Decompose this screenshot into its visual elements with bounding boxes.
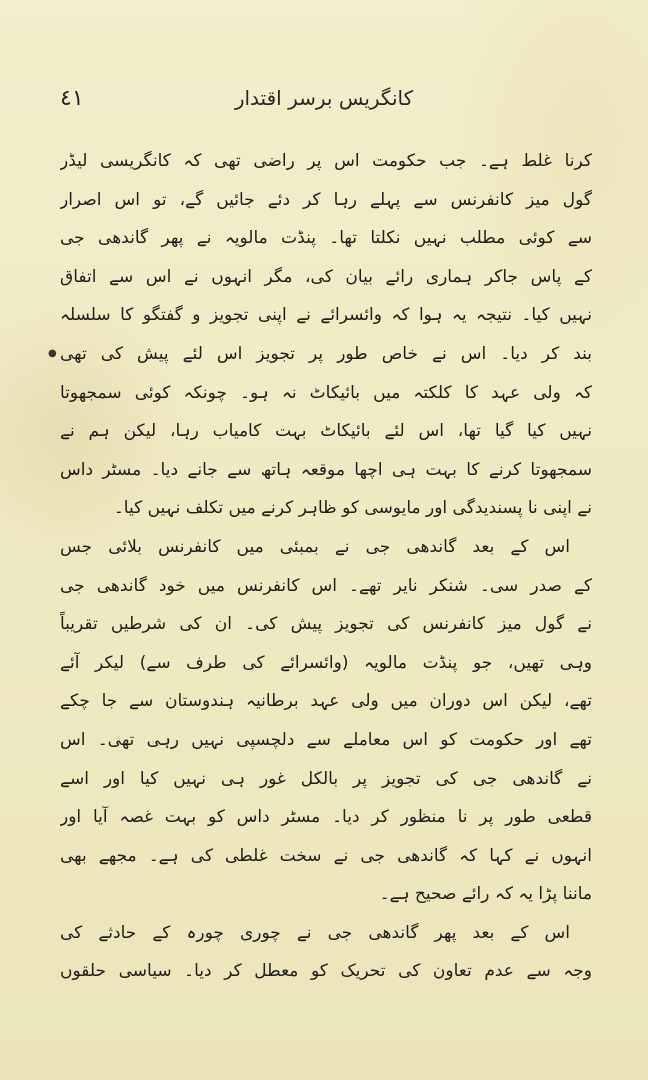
text-line: کہ ولی عہد کا کلکتہ میں بائیکاٹ نہ ہو۔ چونکہ کوئی سمجھوتا (60, 382, 592, 403)
text-line: انہوں نے کہا کہ گاندھی جی نے سخت غلطی کی ہے۔ مجھے بھی (60, 845, 592, 866)
text-line: کے صدر سی۔ شنکر نایر تھے۔ اس کانفرنس میں خود گاندھی جی (60, 575, 592, 596)
body-text (60, 142, 592, 991)
text-line: نے گاندھی جی کی تجویز پر بالکل غور ہی نہیں کیا اور اسے (60, 768, 592, 789)
text-line: وہی تھیں، جو پنڈت مالویہ (وائسرائے کی طرف سے) لیکر آئے (60, 652, 592, 673)
text-line: بند کر دیا۔ اس نے خاص طور پر تجویز اس لئے پیش کی تھی (60, 343, 592, 364)
text-line: کرنا غلط ہے۔ جب حکومت اس پر راضی تھی کہ کانگریسی لیڈر (60, 151, 592, 171)
text-line: قطعی طور پر نا منظور کر دیا۔ مسٹر داس کو بہت غصہ آیا اور (60, 807, 592, 828)
margin-dot-icon: ● (48, 348, 57, 359)
text-line: سمجھوتا کرنے کا بہت ہی اچھا موقعہ ہاتھ سے جانے دیا۔ مسٹر داس (60, 459, 592, 480)
text-line: نہیں کیا۔ نتیجہ یہ ہوا کہ وائسرائے نے اپنی تجویز و گفتگو کا سلسلہ (60, 305, 592, 326)
text-line: سے کوئی مطلب نہیں نکلتا تھا۔ پنڈت مالویہ نے پھر گاندھی جی (60, 228, 592, 249)
text-line: نے گول میز کانفرنس کی تجویز پیش کی۔ ان کی شرطیں تقریباً (60, 614, 592, 635)
text-line: وجہ سے عدم تعاون کی تحریک کو معطل کر دیا۔ سیاسی حلقوں (60, 961, 592, 982)
text-line: تھے، لیکن اس دوران میں ولی عہد برطانیہ ہندوستان سے جا چکے (60, 691, 592, 712)
running-title: کانگریس برسر اقتدار (234, 86, 414, 110)
text-line: ماننا پڑا یہ کہ رائے صحیح ہے۔ (379, 884, 592, 905)
text-line: کے پاس جاکر ہماری رائے بیان کی، مگر انہوں نے اس سے اتفاق (60, 266, 592, 287)
text-line: تھے اور حکومت کو اس معاملے سے دلچسپی نہیں رہی تھی۔ اس (60, 729, 592, 750)
page-number: ٤١ (60, 86, 84, 111)
text-line: نہیں کیا گیا تھا، اس لئے بائیکاٹ بہت کامیاب رہا، لیکن ہم نے (60, 421, 592, 442)
text-line: اس کے بعد گاندھی جی نے بمبئی میں کانفرنس بلائی جس (60, 536, 570, 557)
text-line: گول میز کانفرنس سے پہلے رہا کر دئے جائیں گے، تو اس اصرار (60, 189, 592, 210)
text-line: اس کے بعد پھر گاندھی جی نے چوری چورہ کے حادثے کی (60, 922, 570, 943)
text-line: نے اپنی نا پسندیدگی اور مایوسی کو ظاہر کرنے میں تکلف نہیں کیا۔ (113, 498, 592, 519)
page-header (60, 86, 588, 120)
